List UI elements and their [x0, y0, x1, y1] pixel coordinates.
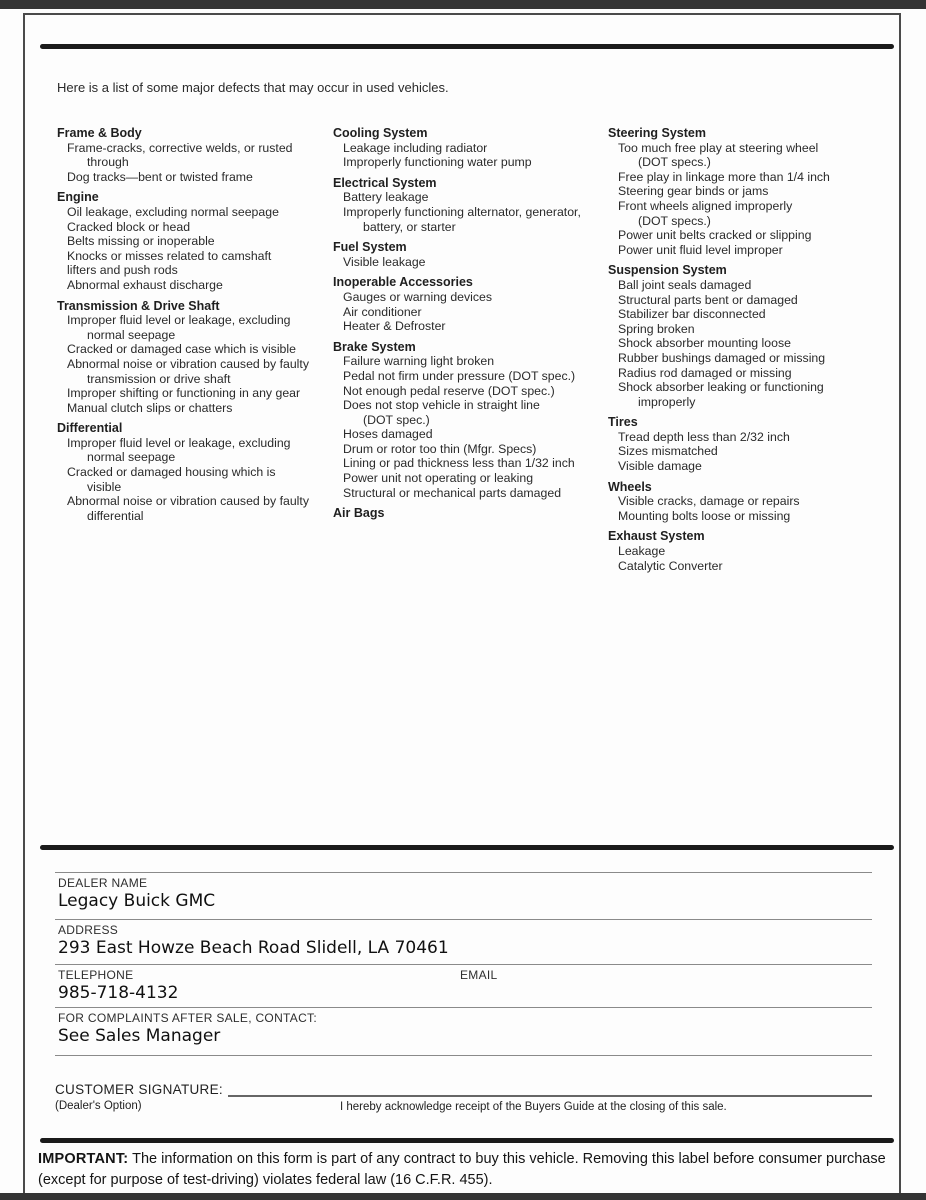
defect-line: Leakage including radiator	[343, 140, 488, 155]
middle-divider-rule	[40, 845, 894, 850]
customer-signature-section	[55, 1082, 872, 1116]
defect-line: Battery leakage	[343, 190, 429, 205]
defect-line: Improperly functioning alternator, generator,	[343, 204, 581, 219]
bottom-divider-rule	[40, 1138, 894, 1143]
complaints-label: FOR COMPLAINTS AFTER SALE, CONTACT:	[58, 1011, 317, 1025]
defect-line: Belts missing or inoperable	[67, 234, 215, 249]
defect-line: Visible damage	[618, 459, 702, 474]
defect-line: transmission or drive shaft	[87, 371, 231, 386]
telephone-email-row	[55, 964, 872, 1007]
section-title: Inoperable Accessories	[333, 275, 473, 290]
section-title: Electrical System	[333, 175, 437, 190]
telephone-field	[58, 968, 460, 1007]
section-title: Exhaust System	[608, 529, 705, 544]
defect-line: Heater & Defroster	[343, 319, 446, 334]
section-title: Fuel System	[333, 240, 407, 255]
defect-line: Hoses damaged	[343, 427, 433, 442]
defect-line: Knocks or misses related to camshaft	[67, 248, 272, 263]
address-label: ADDRESS	[58, 923, 119, 937]
defect-section	[57, 421, 333, 523]
defect-line: Abnormal noise or vibration caused by faulty	[67, 356, 309, 371]
defect-line: Radius rod damaged or missing	[618, 365, 792, 380]
defect-section	[608, 415, 898, 473]
defect-line: Not enough pedal reserve (DOT spec.)	[343, 383, 555, 398]
defect-section	[608, 480, 898, 524]
dealers-option-note: (Dealer's Option)	[55, 1100, 142, 1112]
defect-line: Air conditioner	[343, 304, 422, 319]
defect-column-1	[57, 126, 333, 573]
important-text: The information on this form is part of any contract to buy this vehicle. Removing this label before consumer purchase (except for purpose of test-driving) violates federal law (16 C.F.R. 455).	[38, 1151, 886, 1188]
defect-line: normal seepage	[87, 450, 176, 465]
defect-line: Frame-cracks, corrective welds, or rusted	[67, 140, 293, 155]
defect-line: Manual clutch slips or chatters	[67, 400, 233, 415]
scan-edge-bottom	[0, 1193, 926, 1200]
address-field	[55, 919, 872, 964]
defect-line: Improper fluid level or leakage, excluding	[67, 435, 291, 450]
defect-line: Stabilizer bar disconnected	[618, 307, 766, 322]
important-label: IMPORTANT:	[38, 1151, 129, 1167]
defect-line: Power unit not operating or leaking	[343, 471, 534, 486]
complaints-contact-field	[55, 1007, 872, 1056]
email-field	[460, 968, 872, 1007]
defect-section	[333, 240, 608, 269]
acknowledgement-text: I hereby acknowledge receipt of the Buyers Guide at the closing of this sale.	[340, 1101, 727, 1113]
defect-line: Oil leakage, excluding normal seepage	[67, 204, 279, 219]
defects-intro-text: Here is a list of some major defects that may occur in used vehicles.	[57, 80, 449, 95]
defect-line: Gauges or warning devices	[343, 289, 493, 304]
defect-line: Power unit fluid level improper	[618, 242, 783, 257]
dealer-info-section	[55, 872, 872, 1056]
defect-line: Abnormal exhaust discharge	[67, 277, 223, 292]
defect-section	[57, 299, 333, 416]
defect-line: Ball joint seals damaged	[618, 277, 752, 292]
defect-line: through	[87, 155, 129, 170]
defect-line: (DOT spec.)	[363, 412, 430, 427]
telephone-value: 985-718-4132	[58, 983, 179, 1003]
defect-line: (DOT specs.)	[638, 155, 711, 170]
address-value: 293 East Howze Beach Road Slidell, LA 70461	[58, 938, 449, 958]
section-title: Differential	[57, 421, 123, 436]
defect-line: Sizes mismatched	[618, 444, 718, 459]
telephone-label: TELEPHONE	[58, 968, 134, 982]
dealer-name-label: DEALER NAME	[58, 876, 148, 890]
defect-line: Front wheels aligned improperly	[618, 198, 793, 213]
complaints-value: See Sales Manager	[58, 1026, 221, 1046]
defect-line: Too much free play at steering wheel	[618, 140, 819, 155]
defect-line: Lining or pad thickness less than 1/32 inch	[343, 456, 575, 471]
defect-line: Structural parts bent or damaged	[618, 292, 798, 307]
defect-line: Power unit belts cracked or slipping	[618, 228, 812, 243]
defect-section	[608, 263, 898, 409]
section-title: Brake System	[333, 339, 416, 354]
defect-columns	[57, 126, 898, 573]
defect-section	[333, 506, 608, 521]
defect-line: Improper fluid level or leakage, excluding	[67, 313, 291, 328]
signature-line	[228, 1082, 872, 1097]
section-title: Transmission & Drive Shaft	[57, 298, 220, 313]
defect-line: battery, or starter	[363, 219, 456, 234]
defect-line: lifters and push rods	[67, 263, 178, 278]
defect-line: Rubber bushings damaged or missing	[618, 350, 826, 365]
defect-line: Shock absorber leaking or functioning	[618, 380, 824, 395]
defect-line: Improper shifting or functioning in any gear	[67, 386, 301, 401]
defect-section	[608, 529, 898, 573]
section-title: Frame & Body	[57, 126, 142, 140]
defect-section	[333, 176, 608, 234]
defect-line: Mounting bolts loose or missing	[618, 508, 791, 523]
defect-line: Drum or rotor too thin (Mfgr. Specs)	[343, 441, 537, 456]
top-divider-rule	[40, 44, 894, 49]
dealer-name-field	[55, 872, 872, 919]
section-title: Suspension System	[608, 263, 727, 278]
section-title: Wheels	[608, 479, 652, 494]
dealer-name-value: Legacy Buick GMC	[58, 891, 216, 911]
email-label: EMAIL	[460, 968, 498, 982]
section-title: Cooling System	[333, 126, 428, 140]
defect-line: (DOT specs.)	[638, 213, 711, 228]
defect-section	[333, 340, 608, 501]
defect-line: normal seepage	[87, 327, 176, 342]
defect-line: visible	[87, 479, 122, 494]
defect-line: Abnormal noise or vibration caused by faulty	[67, 494, 309, 509]
defect-line: Visible cracks, damage or repairs	[618, 494, 800, 509]
defect-line: Tread depth less than 2/32 inch	[618, 429, 790, 444]
section-title: Engine	[57, 190, 99, 205]
defect-line: Spring broken	[618, 321, 695, 336]
defect-line: Leakage	[618, 544, 666, 559]
important-notice	[38, 1149, 894, 1190]
customer-signature-label: CUSTOMER SIGNATURE:	[55, 1082, 223, 1097]
defect-section	[333, 275, 608, 333]
defect-section	[608, 126, 898, 257]
defect-line: Visible leakage	[343, 254, 426, 269]
defect-line: Does not stop vehicle in straight line	[343, 398, 540, 413]
defect-line: Steering gear binds or jams	[618, 184, 769, 199]
defect-section	[57, 190, 333, 292]
defect-line: Structural or mechanical parts damaged	[343, 485, 562, 500]
defect-line: Shock absorber mounting loose	[618, 336, 791, 351]
section-title: Air Bags	[333, 506, 385, 521]
defect-section	[57, 126, 333, 184]
defect-line: Free play in linkage more than 1/4 inch	[618, 169, 830, 184]
defect-column-2	[333, 126, 608, 573]
defect-line: differential	[87, 508, 144, 523]
defect-line: Failure warning light broken	[343, 354, 495, 369]
defect-line: Cracked or damaged case which is visible	[67, 342, 296, 357]
defect-line: Pedal not firm under pressure (DOT spec.)	[343, 368, 576, 383]
defect-column-3	[608, 126, 898, 573]
scan-edge-top	[0, 0, 926, 9]
defect-line: Cracked or damaged housing which is	[67, 465, 276, 480]
defect-section	[333, 126, 608, 170]
section-title: Steering System	[608, 126, 706, 140]
defect-line: improperly	[638, 394, 696, 409]
defect-line: Catalytic Converter	[618, 558, 723, 573]
section-title: Tires	[608, 415, 638, 430]
defect-line: Cracked block or head	[67, 219, 191, 234]
defect-line: Dog tracks—bent or twisted frame	[67, 169, 253, 184]
defect-line: Improperly functioning water pump	[343, 155, 532, 170]
